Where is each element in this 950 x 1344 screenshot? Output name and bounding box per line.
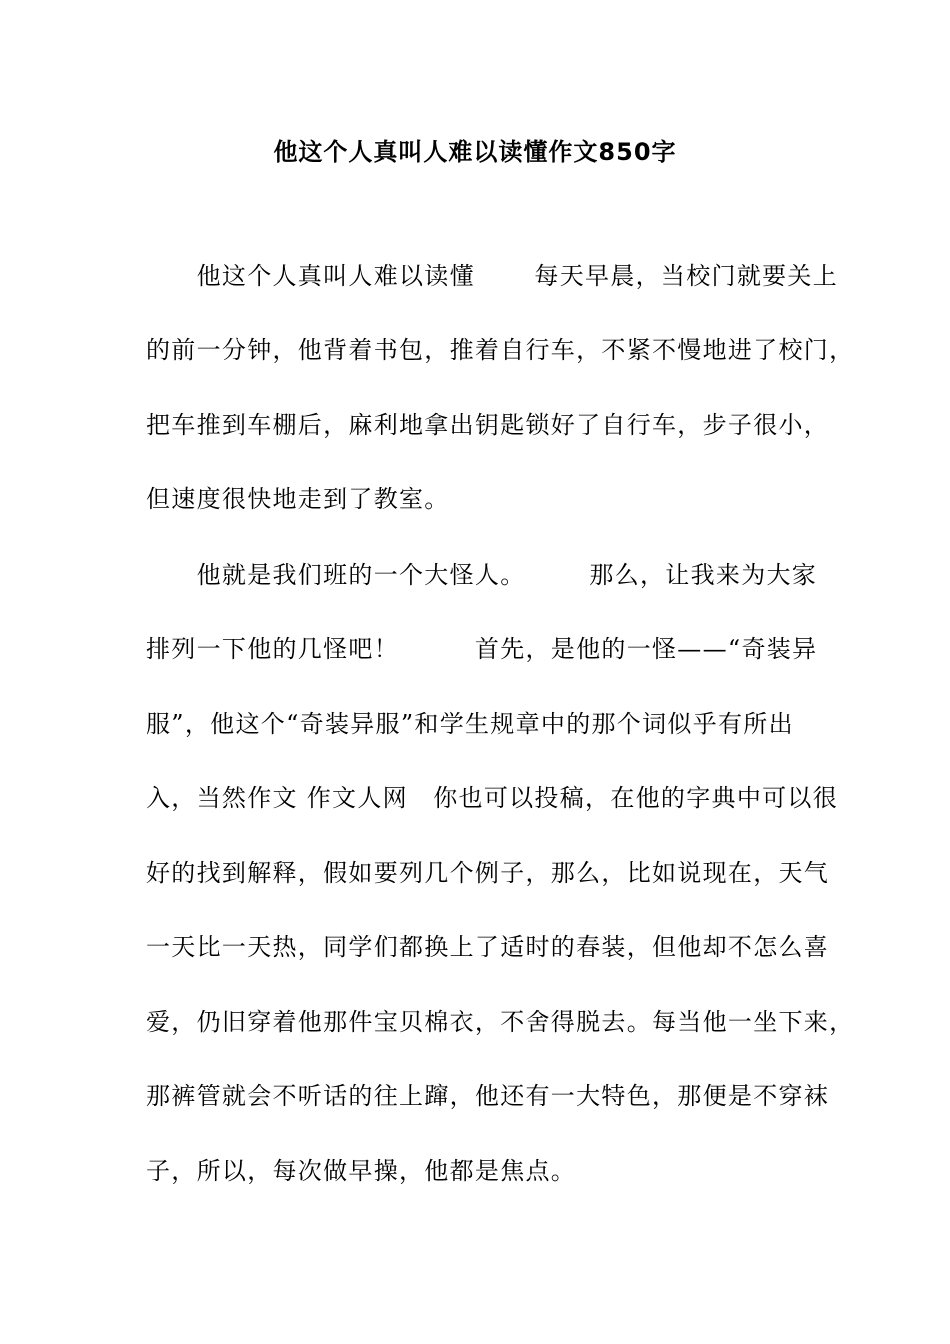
body-line-7: 服”，他这个“奇装异服”和学生规章中的那个词似乎有所出 [146,710,794,738]
body-line-13: 子，所以，每次做早操，他都是焦点。 [146,1157,577,1185]
body-line-6: 排列一下他的几怪吧！ 首先，是他的一怪——“奇装异 [146,635,818,663]
body-line-10: 一天比一天热，同学们都换上了适时的春装，但他却不怎么喜 [146,933,830,961]
body-line-9: 好的找到解释，假如要列几个例子，那么，比如说现在，天气 [146,859,830,887]
body-line-12: 那裤管就会不听话的往上蹿，他还有一大特色，那便是不穿袜 [146,1082,830,1110]
body-line-3: 把车推到车棚后，麻利地拿出钥匙锁好了自行车，步子很小， [146,411,830,439]
document-title: 他这个人真叫人难以读懂作文850字 [273,138,677,166]
body-line-2: 的前一分钟，他背着书包，推着自行车，不紧不慢地进了校门， [146,336,855,364]
body-line-4: 但速度很快地走到了教室。 [146,485,450,513]
body-line-11: 爱，仍旧穿着他那件宝贝棉衣，不舍得脱去。每当他一坐下来， [146,1008,855,1036]
body-line-8: 入，当然作文 作文人网 你也可以投稿，在他的字典中可以很 [146,784,839,812]
body-line-5: 他就是我们班的一个大怪人。 那么，让我来为大家 [146,561,818,589]
body-line-1: 他这个人真叫人难以读懂 每天早晨，当校门就要关上 [146,262,839,290]
